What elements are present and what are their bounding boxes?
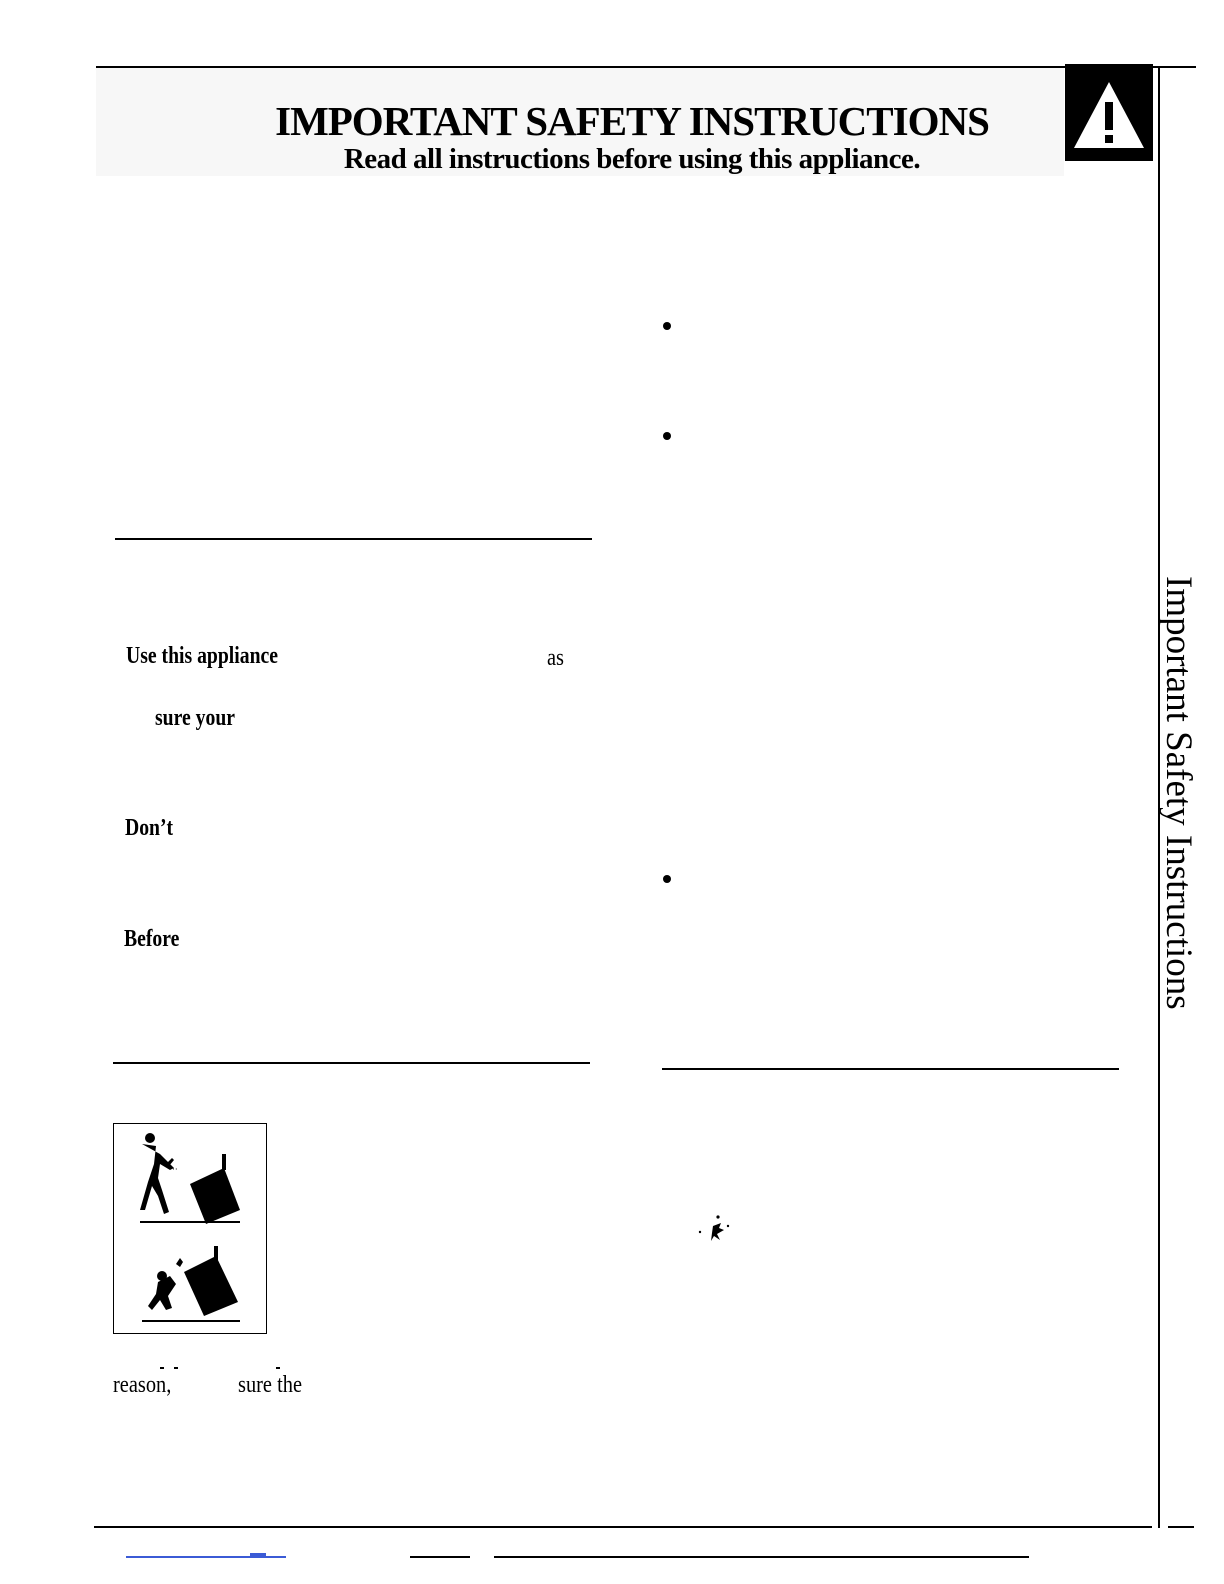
bottom-right-rule: [1168, 1526, 1194, 1528]
bullet-3: [663, 875, 671, 883]
text-as: as: [547, 645, 564, 671]
bullet-2: [663, 432, 671, 440]
left-section-divider-1: [115, 538, 592, 540]
tick-mark-3: [276, 1367, 280, 1369]
bullet-1: [663, 322, 671, 330]
text-use-this-appliance: Use this appliance: [126, 643, 278, 669]
text-sure-your: sure your: [155, 705, 236, 731]
left-section-divider-2: [113, 1062, 590, 1064]
speck-mark: [697, 1214, 737, 1249]
footer-link-underline: [126, 1556, 286, 1558]
right-section-divider: [662, 1068, 1119, 1070]
side-tab-title: Important Safety Instructions: [1158, 576, 1199, 1010]
page-title: IMPORTANT SAFETY INSTRUCTIONS: [275, 98, 989, 144]
text-reason: reason,: [113, 1372, 172, 1398]
warning-icon: [1065, 64, 1153, 161]
footer-rule-long: [494, 1556, 1029, 1558]
tick-mark-1: [160, 1367, 164, 1369]
text-before: Before: [124, 926, 180, 952]
text-sure-the: sure the: [238, 1372, 303, 1398]
tip-over-warning-illustration: [113, 1123, 267, 1334]
page-subtitle: Read all instructions before using this appliance.: [343, 143, 921, 175]
svg-text:⋅⋅: ⋅⋅: [172, 1164, 178, 1174]
footer-rule-short: [410, 1556, 470, 1558]
footer-link-underline-accent: [250, 1553, 266, 1556]
bottom-rule: [94, 1526, 1152, 1528]
text-dont: Don’t: [125, 815, 174, 841]
tick-mark-2: [174, 1367, 178, 1369]
